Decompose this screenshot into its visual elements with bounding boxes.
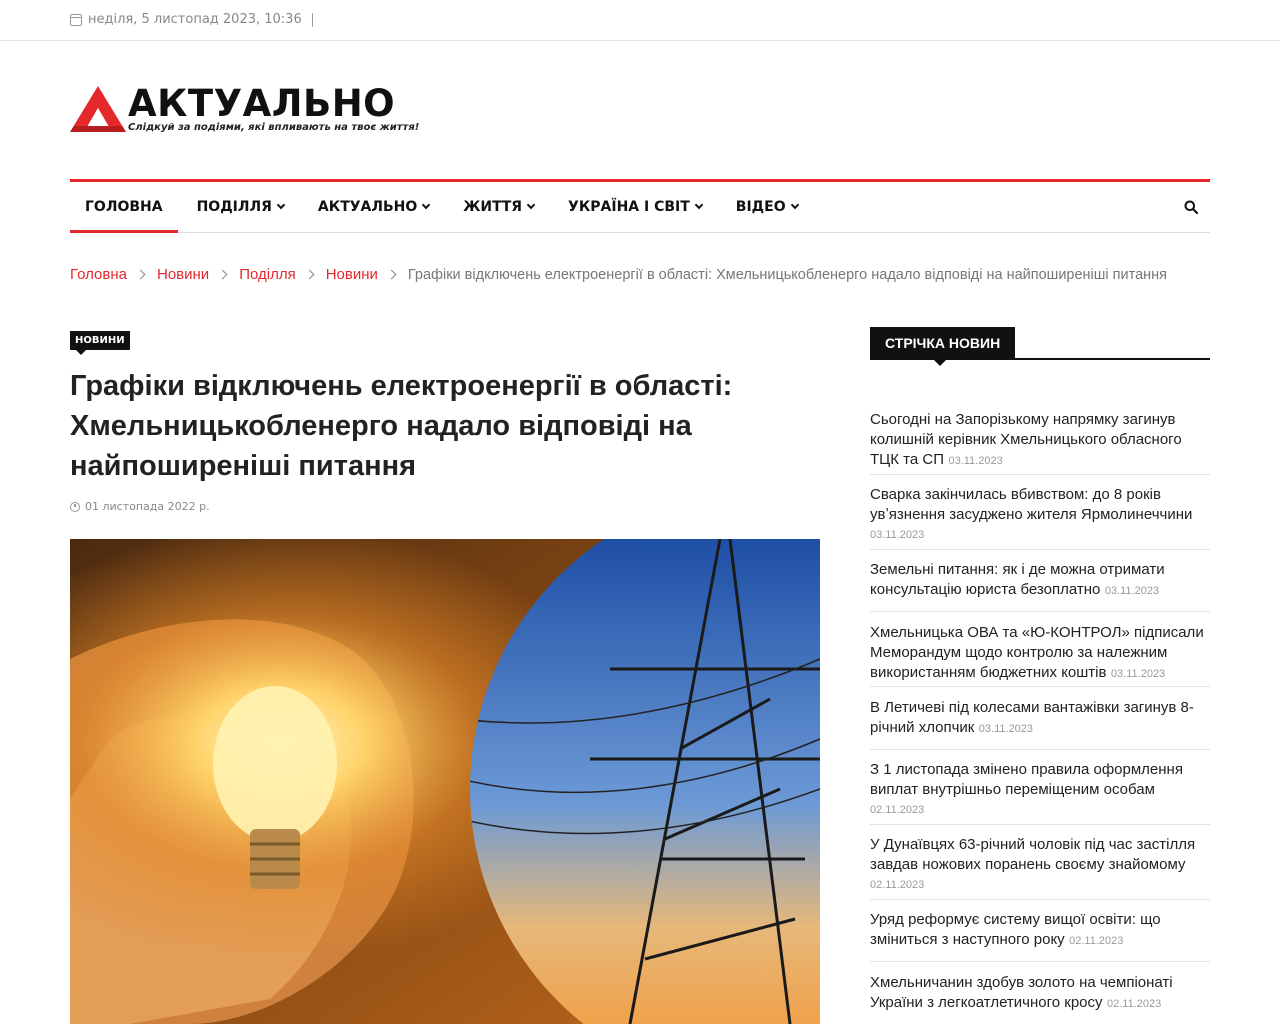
top-bar (0, 0, 1280, 41)
news-date: 02.11.2023 (870, 879, 925, 891)
article-title: Графіки відключень електроенергії в області: Хмельницькобленерго надало відповіді на найпоширеніші питання (70, 370, 733, 482)
news-item[interactable] (870, 410, 1210, 475)
logo-text: АКТУАЛЬНО (128, 82, 396, 125)
category-badge[interactable]: НОВИНИ (70, 331, 130, 350)
news-title[interactable]: Сварка закінчилась вбивством: до 8 років увʼязнення засуджено жителя Ярмолинеччини (870, 486, 1193, 523)
news-item[interactable] (870, 910, 1210, 962)
nav-item-label: ПОДІЛЛЯ (196, 199, 272, 215)
site-logo[interactable] (70, 82, 420, 136)
chevron-right-icon (386, 270, 396, 280)
calendar-icon (70, 14, 82, 26)
chevron-down-icon (422, 201, 430, 209)
news-date: 02.11.2023 (1106, 998, 1162, 1010)
current-date (70, 12, 313, 27)
breadcrumb-current: Графіки відключень електроенергії в області: Хмельницькобленерго надало відповіді на найпоширеніші питання (407, 266, 1168, 283)
news-item[interactable] (870, 485, 1210, 550)
chevron-down-icon (527, 201, 535, 209)
news-title[interactable]: Сьогодні на Запорізькому напрямку загинув колишній керівник Хмельницького обласного ТЦК та СП (870, 411, 1182, 468)
breadcrumb-link-home[interactable]: Головна (70, 266, 127, 283)
news-title[interactable]: Хмельницька ОВА та «Ю-КОНТРОЛ» підписали Меморандум щодо контролю за належним використанням бюджетних коштів (870, 624, 1204, 681)
news-date: 03.11.2023 (1110, 668, 1166, 680)
chevron-down-icon (277, 201, 285, 209)
breadcrumb (70, 266, 1167, 283)
nav-item-label: ВІДЕО (735, 199, 786, 215)
chevron-right-icon (304, 270, 314, 280)
breadcrumb-link-podillia[interactable]: Поділля (239, 266, 296, 283)
news-item[interactable] (870, 698, 1210, 750)
nav-item-label: ЖИТТЯ (463, 199, 523, 215)
nav-item-label: ГОЛОВНА (85, 199, 163, 215)
breadcrumb-link-news[interactable]: Новини (157, 266, 210, 283)
news-date: 02.11.2023 (1069, 935, 1124, 947)
nav-item-home[interactable] (70, 182, 178, 232)
clock-icon (70, 502, 80, 512)
nav-item-video[interactable] (721, 182, 813, 232)
article-meta (70, 500, 210, 513)
logo-mark-icon (70, 86, 126, 134)
news-title[interactable]: Земельні питання: як і де можна отримати консультацію юриста безоплатно (870, 561, 1165, 598)
news-title[interactable]: Уряд реформує систему вищої освіти: що зміниться з наступного року (870, 911, 1161, 948)
chevron-right-icon (136, 270, 146, 280)
news-item[interactable] (870, 835, 1210, 900)
news-item[interactable] (870, 973, 1210, 1019)
news-date: 03.11.2023 (948, 455, 1003, 467)
topbar-separator (312, 13, 313, 27)
news-date: 03.11.2023 (1104, 585, 1160, 597)
sidebar-heading (870, 327, 1210, 360)
current-date-text: неділя, 5 листопад 2023, 10:36 (88, 12, 302, 27)
article-date: 01 листопада 2022 р. (85, 500, 210, 513)
news-title[interactable]: З 1 листопада змінено правила оформлення виплат внутрішньо переміщеним особам (870, 761, 1183, 798)
chevron-down-icon (790, 201, 798, 209)
main-nav (70, 179, 1210, 233)
nav-item-zhyttia[interactable] (448, 182, 549, 232)
nav-item-ukraine-world[interactable] (553, 182, 717, 232)
nav-item-aktualno[interactable] (303, 182, 444, 232)
nav-item-podillia[interactable] (182, 182, 299, 232)
news-date: 03.11.2023 (870, 529, 925, 541)
news-item[interactable] (870, 560, 1210, 612)
chevron-down-icon (695, 201, 703, 209)
chevron-right-icon (218, 270, 228, 280)
news-date: 02.11.2023 (870, 804, 925, 816)
news-title[interactable]: Хмельничанин здобув золото на чемпіонаті України з легкоатлетичного кросу (870, 974, 1173, 1011)
news-title[interactable]: В Летичеві під колесами вантажівки загинув 8-річний хлопчик (870, 699, 1194, 736)
news-date: 03.11.2023 (978, 723, 1034, 735)
logo-tagline: Слідкуй за подіями, які впливають на твоє життя! (128, 122, 420, 133)
sidebar-heading-tab: СТРІЧКА НОВИН (870, 327, 1015, 358)
news-item[interactable] (870, 623, 1210, 687)
news-title[interactable]: У Дунаївцях 63-річний чоловік під час застілля завдав ножових поранень своєму знайомому (870, 836, 1196, 873)
news-item[interactable] (870, 760, 1210, 825)
breadcrumb-link-news-2[interactable]: Новини (325, 266, 378, 283)
nav-item-label: УКРАЇНА І СВІТ (568, 199, 690, 215)
article-hero-image (70, 539, 820, 1024)
nav-item-label: АКТУАЛЬНО (317, 199, 418, 215)
search-icon[interactable] (1184, 200, 1198, 214)
